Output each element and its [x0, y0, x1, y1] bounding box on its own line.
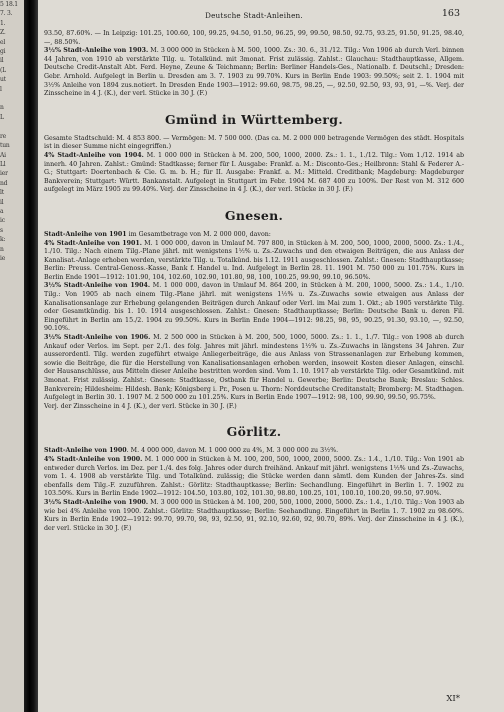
previous-page-fragment: lt	[0, 189, 4, 197]
previous-page-fragment: Ai	[0, 151, 6, 159]
section-goerlitz	[44, 425, 464, 533]
previous-page-edge	[0, 0, 24, 712]
previous-page-fragment: nd	[0, 179, 8, 187]
section-heading: Gnesen.	[224, 207, 284, 223]
paragraph: 3½% Stadt-Anleihe von 1900. M. 3 000 000 in Stücken à M. 100, 200, 500, 1000, 2000, 5000. Zs.: 1.4., 1./10. Tilg.: Von 1903 ab wie bei 4% Anleihe von 1900. Zahlst.: Görlitz: Stadthauptkasse; Berlin: Seehandlung. Eingeführt in Berlin 1. 7. 1902 zu 98.60%. Kurs in Berlin Ende 1902—1912: 99.70, 99.70, 98, 93, 92.50, 91, 92.10, 92.60, 92, 90.70, 89%. Verj. der Zinsscheine in 4 J. (K.), der verl. Stücke in 30 J. (F.)	[44, 498, 464, 532]
paragraph: 3½% Stadt-Anleihe von 1906. M. 2 500 000 in Stücken à M. 200, 500, 1000, 5000. Zs.: 1. 1., 1./7. Tilg.: von 1908 ab durch Ankauf oder Verlos. im Sept. per 2./1. des folg. Jahres mit jährl. mindestens 1½% u. Zs.-Zuwachs in längstens 34 Jahren. Zur ausserordentl. Tilg. werden zugeführt etwaige Anliegerbeiträge, die aus Anlass von Strassenanlagen zur Erhebung kommen, sowie die Beiträge, die für die Herstellung von Kanalisationsanlagen erhoben werden, insoweit Kosten dieser Anlagen, einschl. der Hausanschlüsse, aus Mitteln dieser Anleihe bestritten worden sind. Vom 1. 10. 1917 ab verstärkte Tilg. oder Gesamtkünd. mit 3monat. Frist zulässig. Zahlst.: Gnesen: Stadtkasse, Ostbank für Handel u. Gewerbe; Berlin: Deutsche Bank; Breslau: Schles. Bankverein; Hildesheim: Hildesh. Bank; Königsberg i. Pr., Posen u. Thorn: Norddeutsche Creditanstalt; Bromberg: M. Stadthagen. Aufgelegt in Berlin 30. 1. 1907 M. 2 500 000 zu 101.25%. Kurs in Berlin Ende 1907—1912: 98, 100, 99.90, 99.50, 95.75%.	[44, 334, 465, 402]
previous-page-fragment: (L	[0, 66, 6, 74]
printer-signature: XI*	[446, 694, 460, 704]
paragraph: 93.50, 87.60%. — In Leipzig: 101.25, 100.60, 100, 99.25, 94.50, 91.50, 96.25, 99, 99.50, 98.50, 92.75, 93.25, 91.50, 91.25, 98.40, —, 88.50%.	[44, 30, 464, 46]
section-continuation	[44, 30, 464, 99]
previous-page-fragment: 5 18.1	[0, 1, 18, 8]
paragraph: 4% Stadt-Anleihe von 1901. M. 1 000 000, davon in Umlauf M. 797 800, in Stücken à M. 200, 500, 1000, 2000, 5000. Zs.: 1./4., 1./10. Tilg.: Nach einem Tilg.-Plane jährl. mit wenigstens 1½% u. Zs.-Zuwachs und den etwaigen Beiträgen, die aus Anlass der Kanalisat.-Anlage erhoben werden, verstärkte Tilg. u. Totalkünd. bis 1.12. 1911 ausgeschlossen. Zahlst.: Gnesen: Stadthauptkasse; Berlin: Preuss. Central-Genoss.-Kasse, Bank f. Handel u. Ind. Aufgelegt in Berlin 28. 11. 1901 M. 750 000 zu 101.75%. Kurs in Berlin Ende 1901—1912: 101.90, 104, 102.60, 102.90, 101.80, 98, 100, 100.25, 99.90, 99.10, 96.50%.	[44, 239, 464, 281]
section-heading: Görlitz.	[226, 424, 282, 440]
paragraph: Stadt-Anleihe von 1901 im Gesamtbetrage von M. 2 000 000, davon:	[44, 230, 271, 238]
previous-page-fragment: n	[0, 104, 4, 112]
paragraph: 3½% Stadt-Anleihe von 1903. M. 3 000 000 in Stücken à M. 500, 1000. Zs.: 30. 6., 31./12. Tilg.: Von 1906 ab durch Verl. binnen 44 Jahren, von 1910 ab verstärkte Tilg. u. Totalkünd. mit 3monat. Frist zulässig. Zahlst.: Glauchau: Stadthauptkasse, Allgem. Deutsche Credit-Anstalt Abt. Ferd. Heyne, Zeune & Teichmann; Berlin: Berliner Handels-Ges., Nationalb. f. Deutschl.; Dresden: Gebr. Arnhold. Aufgelegt in Berlin u. Dresden am 3. 7. 1903 zu 99.70%. Kurs in Berlin Ende 1903: 99.50%; seit 2. 1. 1904 mit 3½% Anleihe von 1894 zus.notiert. In Dresden Ende 1903—1912: 99.60, 98.75, 98.25, —, 92.50, 92.50, 93, 93, 91, —%. Verj. der Zinsscheine in 4 J. (K.), der verl. Stücke in 30 J. (F.)	[44, 47, 464, 98]
previous-page-fragment: l	[0, 85, 2, 93]
previous-page-fragment: k:	[0, 236, 6, 244]
running-head-title: Deutsche Stadt-Anleihen.	[205, 11, 303, 20]
previous-page-fragment: 7. 3.	[0, 10, 13, 18]
paragraph: Gesamte Stadtschuld: M. 4 853 800. — Vermögen: M. 7 500 000. (Das ca. M. 2 000 000 betragende Vermögen des städt. Hospitals ist in dieser Summe nicht eingegriffen.)	[44, 134, 464, 151]
section-heading: Gmünd in Württemberg.	[165, 111, 343, 127]
previous-page-fragment	[0, 263, 24, 272]
previous-page-fragment	[0, 94, 24, 103]
previous-page-fragment: ic	[0, 217, 5, 225]
previous-page-fragment	[0, 273, 24, 282]
paragraph: 3½% Stadt-Anleihe von 1904. M. 1 000 000, davon in Umlauf M. 864 200, in Stücken à M. 200, 1000, 5000. Zs.: 1.4., 1./10. Tilg.: Von 1905 ab nach einem Tilg.-Plane jährl. mit wenigstens 1½% u. Zs.-Zuwachs sowie etwaigen aus Anlass der Kanalisationsanlage zur Erhebung gelangenden Beiträgen durch Ankauf oder Verl. im Mai zum 1. Okt.; ab 1905 verstärkte Tilg. oder Gesamtkündig. bis 1. 10. 1914 ausgeschlossen. Zahlst.: Gnesen: Stadthauptkasse; Berlin: Deutsche Bank u. deren Fil. Eingeführt in Berlin am 15./2. 1904 zu 99.50%. Kurs in Berlin Ende 1904—1912: 98.25, 98, 95, 90.25, 91.30, 93.10, —, 92.50, 90.10%.	[44, 282, 464, 333]
previous-page-fragment	[0, 122, 24, 131]
previous-page-fragment: n	[0, 245, 4, 253]
section-gmuend	[44, 113, 464, 195]
previous-page-fragment: el	[0, 38, 6, 46]
previous-page-fragment: ier	[0, 170, 8, 178]
previous-page-fragment: ie	[0, 254, 6, 262]
previous-page-fragment: Z.	[0, 29, 6, 37]
previous-page-fragment: ut	[0, 76, 6, 84]
paragraph: Verj. der Zinsscheine in 4 J. (K.), der verl. Stücke in 30 J. (F.)	[44, 402, 237, 410]
previous-page-fragment: tun	[0, 142, 10, 150]
previous-page-fragment: Ll	[0, 160, 6, 168]
previous-page-fragment: re	[0, 132, 7, 140]
running-head	[44, 8, 464, 26]
paragraph: 4% Stadt-Anleihe von 1900. M. 1 000 000 in Stücken à M. 100, 200, 500, 1000, 2000, 5000. Zs.: 1.4., 1./10. Tilg.: Von 1901 ab entweder durch Verlos. im Dez. per 1./4. des folg. Jahres oder durch freihänd. Ankauf mit jährl. wenigstens 1½% und Zs.-Zuwachs, vom 1. 4. 1908 ab verstärkte Tilg. und Totalkünd. zulässig; die Stücke werden dann sämtl. dem Kunden der Jahres-Zs. sind ebenfalls dem Tilg.-F. zuzuführen. Zahlst.: Görlitz: Stadthauptkasse; Berlin: Sechandlung. Eingeführt in Berlin 1. 7. 1902 zu 103.50%. Kurs in Berlin Ende 1902—1912: 104.50, 103.80, 102, 101.30, 98.80, 100.25, 101, 100.10, 100.20, 99.50, 97.90%.	[44, 455, 464, 498]
previous-page-fragment: a	[0, 207, 4, 215]
previous-page-fragment: il	[0, 57, 4, 65]
page-number: 163	[441, 8, 460, 19]
previous-page-fragment: s	[0, 226, 3, 234]
previous-page-fragment: 1.	[0, 19, 6, 27]
previous-page-fragment: il	[0, 198, 4, 206]
previous-page-fragment: L	[0, 113, 4, 121]
book-gutter	[24, 0, 38, 712]
paragraph: Stadt-Anleihe von 1900. M. 4 000 000, davon M. 1 000 000 zu 4%, M. 3 000 000 zu 3½%.	[44, 447, 339, 455]
previous-page-fragment: gi	[0, 48, 6, 56]
page-content	[44, 8, 465, 533]
paragraph: 4% Stadt-Anleihe von 1904. M. 1 000 000 in Stücken à M. 200, 500, 1000, 2000. Zs.: 1. 1., 1./12. Tilg.: Vom 1./12. 1914 ab innerh. 40 Jahren. Zahlst.: Gmünd: Stadtkasse; ferner für I. Ausgabe: Frankf. a. M.: Disconto-Ges.; Heilbronn: Stahl & Federer A.-G.; Stuttgart: Doertenbach & Cie. G. m. b. H.; für II. Ausgabe: Frankf. a. M.: Mitteld. Creditbank; Magdeburg: Magdeburger Bankverein; Stuttgart: Württ. Bankanstalt. Aufgelegt in Stuttgart im Febr. 1904 M. 687 400 zu 100%. Der Rest von M. 312 600 aufgelegt im März 1905 zu 99.40%. Verj. der Zinsscheine in 4 J. (K.), der verl. Stücke in 30 J. (F.)	[44, 151, 465, 194]
section-gnesen	[44, 209, 464, 411]
